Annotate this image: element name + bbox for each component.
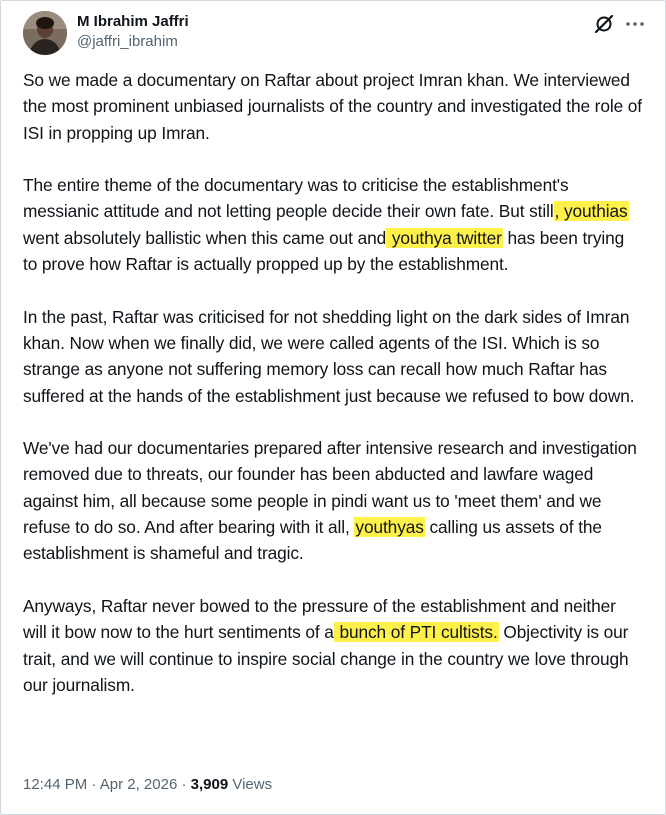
avatar[interactable] [23,11,67,55]
grok-icon[interactable] [593,13,615,35]
highlighted-text: , youthias [554,201,628,222]
more-options-icon[interactable] [625,13,645,35]
highlighted-text: bunch of PTI cultists. [334,622,498,643]
tweet-paragraph: So we made a documentary on Raftar about project Imran khan. We interviewed the most prominent unbiased journalists of the country and investigated the role of ISI in propping up Imran. [23,70,642,143]
highlighted-text: youthya twitter [387,227,502,248]
tweet-paragraph: The entire theme of the documentary was to criticise the establishment's messianic attitude and not letting people decide their own fate. But still, youthias went absolutely ballistic when this came out and youthya twitter has been trying to prove how Raftar is actually propped up by the establishment. [23,175,628,275]
highlighted-text: youthyas [355,517,424,538]
tweet-metadata [23,775,272,795]
author-names [77,12,189,52]
author-display-name[interactable]: M Ibrahim Jaffri [77,13,189,30]
meta-separator: · [177,776,191,793]
tweet-paragraph: Anyways, Raftar never bowed to the pressure of the establishment and neither will it bow now to the hurt sentiments of a bunch of PTI cultists. Objectivity is our trait, and we will continue to inspire social change in the country we love through our journalism. [23,595,629,695]
tweet-text [23,67,643,698]
views-count: 3,909 [190,776,229,793]
tweet-timestamp[interactable]: 12:44 PM · Apr 2, 2026 [23,776,178,793]
views-label: Views [228,776,273,793]
author-handle[interactable]: @jaffri_ibrahim [77,33,178,50]
tweet-paragraph: We've had our documentaries prepared after intensive research and investigation removed due to threats, our founder has been abducted and lawfare waged against him, all because some people in pindi want us to 'meet them' and we refuse to do so. And after bearing with it all, youthyas calling us assets of the establishment is shameful and tragic. [23,438,637,564]
tweet-paragraph: In the past, Raftar was criticised for not shedding light on the dark sides of Imran khan. Now when we finally did, we were called agents of the ISI. Which is so strange as anyone not suffering memory loss can recall how much Raftar has suffered at the hands of the establishment just because we refused to bow down. [23,306,635,406]
tweet-header [23,11,645,57]
